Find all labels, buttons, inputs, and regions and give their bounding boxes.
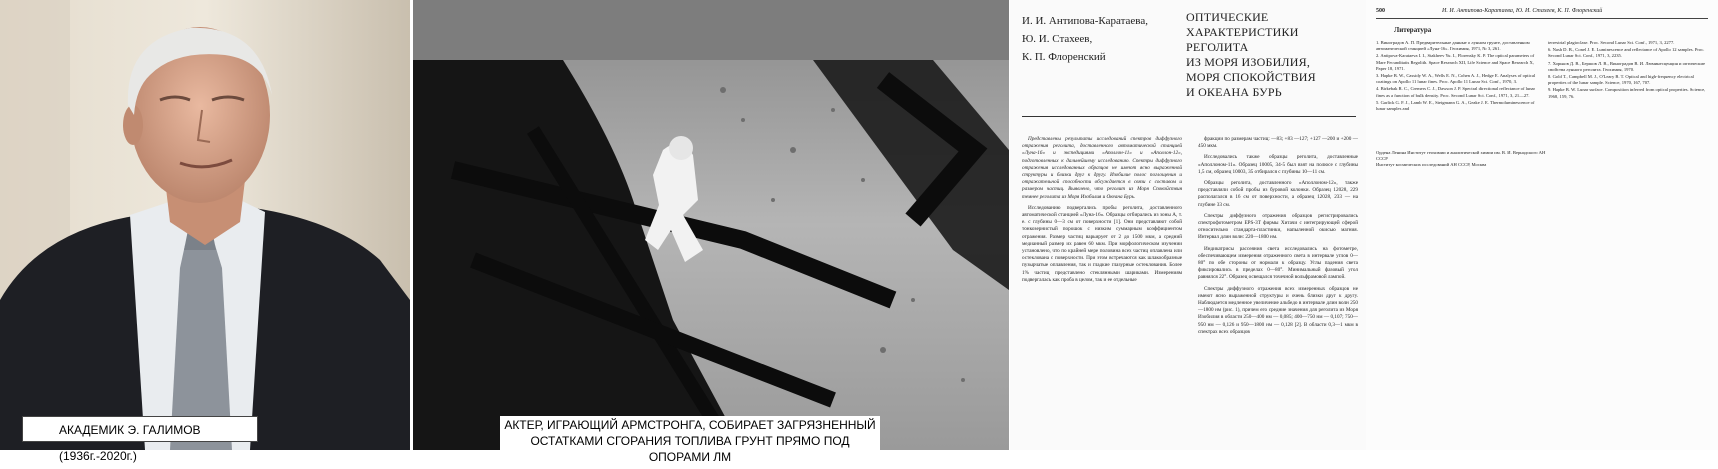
article-body [1022, 136, 1358, 448]
reference-column-left [1376, 40, 1536, 113]
title-line: ХАРАКТЕРИСТИКИ [1186, 25, 1299, 39]
article-title [1186, 10, 1316, 100]
references-page [1366, 0, 1718, 450]
affiliation: Институт космических исследований АН СССР, Москва [1376, 162, 1487, 168]
reference-item: 1. Виноградов А. П. Предварительные данные о лунном грунте, доставленном автоматической станцией «Луна-16». Геохимия, 1971, № 3, 261. [1376, 40, 1530, 52]
reference-item: 5. Garlick G. F. J., Lamb W. E., Steigmann G. A., Geake J. E. Thermoluminescence of lunar samples and [1376, 99, 1535, 112]
author-name: Ю. И. Стахеев, [1022, 33, 1093, 45]
body-paragraph: Спектры диффузного отражения образцов регистрировались спектрофотометром EPS-3T фирмы Хитачи с интегрирующей сферой относительно стандарта-пластинки, напыленной окисью магния. Интервал длин волн: 220—1800 нм. [1198, 212, 1358, 241]
affiliation: Ордена Ленина Институт геохимии и аналитической химии им. В. И. Вернадского АН СССР [1376, 150, 1546, 162]
affiliations [1376, 150, 1546, 169]
portrait-photo-panel [0, 0, 410, 463]
reference-item: 6. Nash D. B., Conel J. E. Luminescence and reflectance of Apollo 12 samples. Proc. Second Lunar Sci. Conf., 1971, 3, 2235. [1548, 47, 1705, 59]
reference-item: terrestrial plagioclase. Proc. Second Lunar Sci. Conf., 1971, 3, 2277. [1548, 40, 1675, 45]
body-paragraph: Исследовались также образцы реголита, доставленные «Аполлоном-11». Образец 10005, 34-5 был взят на полюсе с глубины 1,5 см, образец 10003, 35 отбирался с глубины 10—11 см. [1198, 154, 1358, 175]
references-heading: Литература [1394, 26, 1432, 34]
abstract: Представлены результаты исследований спектров диффузного отражения реголита, доставленного автоматической станцией «Луна-16» и экспедициями «Аполлон-11» и «Аполлон-12», подготовленных к дальнейшему исследованию. Спектры диффузного отражения исследованных образцов не имеют ясно выраженной структуры и близки друг к другу. Изобилие полос поглощения и отражательной способности обсуждается в связи с составом и размером частиц. Выявлено, что реголит из Моря Спокойствия темнее реголита из Моря Изобилия и Океана Бурь. [1022, 136, 1182, 200]
left-column [1022, 136, 1182, 446]
body-paragraph: Исследованию подвергались пробы реголита, доставленного автоматической станцией «Луна-16». Образцы отбирались из зоны А, т. е. с глубины 0—3 см от поверхности [1]. Они представляют собой тонкозернистый порошок с низким суммарным коэффициентом отражения. Размер частиц варьирует от 2 до 1500 мкм, а средний медианный размер их равен 60 мкм. При морфологическом изучении установлено, что по крайней мере половина всех частиц оплавлена или остеклована с поверхности. При этом встречаются как шлакообразные пузырчатые оплавления, так и гладкие глазурные остеклования. Более 1% частиц представлено стеклянными шариками. Измерениям подвергалась как проба в целом, так и ее отдельные [1022, 204, 1182, 283]
divider [1376, 18, 1708, 19]
lunar-surface-image [413, 0, 1009, 450]
running-head: И. И. Антипова-Каратаева, Ю. И. Стахеев, К. П. Флоренский [1442, 8, 1603, 14]
reference-item: 2. Antipova-Karataeva I. I., Stakheev Yu. I., Florensky K. P. The optical parameters of Mare Fecunditatis Regolith. Space Research XII, Life Science and Space Research X, Paper 18, 1971. [1376, 53, 1535, 71]
lunar-photo-panel [413, 0, 1009, 464]
author-list [1022, 12, 1148, 66]
reference-column-right [1548, 40, 1708, 101]
reference-item: 3. Hapke B. W., Cassidy W. A., Wells E. N., Cohen A. J., Hedge E. Analyses of optical coatings on Apollo 11 lunar fines. Proc. Apollo 11 Lunar Sci. Conf., 1970, 3. [1376, 73, 1536, 85]
body-paragraph: Образцы реголита, доставленного «Аполлоном-12», также представляли собой пробы из буровой колонки. Образец 12028, 229 располагался в 16 см от поверхности, а образец 12028, 233 — на глубине 33 см. [1198, 180, 1358, 208]
portrait-image [0, 0, 410, 450]
caption-line-1: АКТЕР, ИГРАЮЩИЙ АРМСТРОНГА, СОБИРАЕТ ЗАГРЯЗНЕННЫЙ [504, 418, 876, 432]
lunar-photo-caption [500, 416, 880, 464]
reference-item: 9. Hapke B. W. Lunar surface. Composition inferred from optical properties. Science, 1968, 159, 76. [1548, 87, 1706, 99]
caption-line-2: ОСТАТКАМИ СГОРАНИЯ ТОПЛИВА ГРУНТ ПРЯМО ПОД ОПОРАМИ ЛМ [530, 434, 850, 464]
title-line: ОПТИЧЕСКИЕ [1186, 10, 1269, 24]
reference-item: 4. Birkebak R. C., Cremers C. J., Dawson J. P. Spectral directional reflectance of lunar fines as a function of bulk density. Proc. Second Lunar Sci. Conf., 1971, 3, 21—27. [1376, 86, 1536, 98]
body-paragraph: Индикатрисы рассеяния света исследовались на фотометре, обеспечивающем измерения отраженного света в интервале углов 0—80° по обе стороны от нормали к образцу. Углы падения света фиксировались в пределах 0—80°. Минимальный фазовый угол равнялся 22°. Образец освещался точечной вольфрамовой лампой. [1198, 245, 1358, 281]
title-line: ИЗ МОРЯ ИЗОБИЛИЯ, [1186, 55, 1311, 69]
right-column [1198, 136, 1358, 446]
title-line: РЕГОЛИТА [1186, 40, 1249, 54]
article-page [1010, 0, 1366, 450]
author-name: К. П. Флоренский [1022, 51, 1106, 63]
body-paragraph: Спектры диффузного отражения всех измеренных образцов не имеют ясно выраженной структуры и очень близки друг к другу. Наблюдается медленное увеличение альбедо в интервале длин волн 250—1800 нм (рис. 1), причем его средние значения для реголита из Моря Изобилия в области 250—400 нм — 0,085; 400—750 нм — 0,107; 750—950 нм — 0,126 и 950—1800 нм — 0,128 [2]. В области 0,3—1 мкм в спектрах всех образцов [1198, 285, 1358, 335]
divider [1022, 116, 1196, 117]
divider [1196, 116, 1356, 117]
title-line: МОРЯ СПОКОЙСТВИЯ [1186, 70, 1316, 84]
reference-item: 7. Хорьков Д. В., Бершов Л. В., Виноградов В. И. Люминесценция и оптические свойства лунного реголита. Геохимия, 1970. [1548, 60, 1706, 72]
title-line: И ОКЕАНА БУРЬ [1186, 85, 1282, 99]
body-paragraph: фракции по размерам частиц: —83; +83 —127; +127 —200 и +200 —450 мкм. [1198, 136, 1358, 150]
portrait-caption: АКАДЕМИК Э. ГАЛИМОВ (1936г.-2020г.) [22, 416, 258, 442]
author-name: И. И. Антипова-Каратаева, [1022, 15, 1148, 27]
page-number: 500 [1376, 8, 1385, 14]
reference-item: 8. Gold T., Campbell M. J., O'Leary B. T. Optical and high-frequency electrical properties of the lunar sample. Science, 1970, 167, 707. [1548, 74, 1694, 86]
